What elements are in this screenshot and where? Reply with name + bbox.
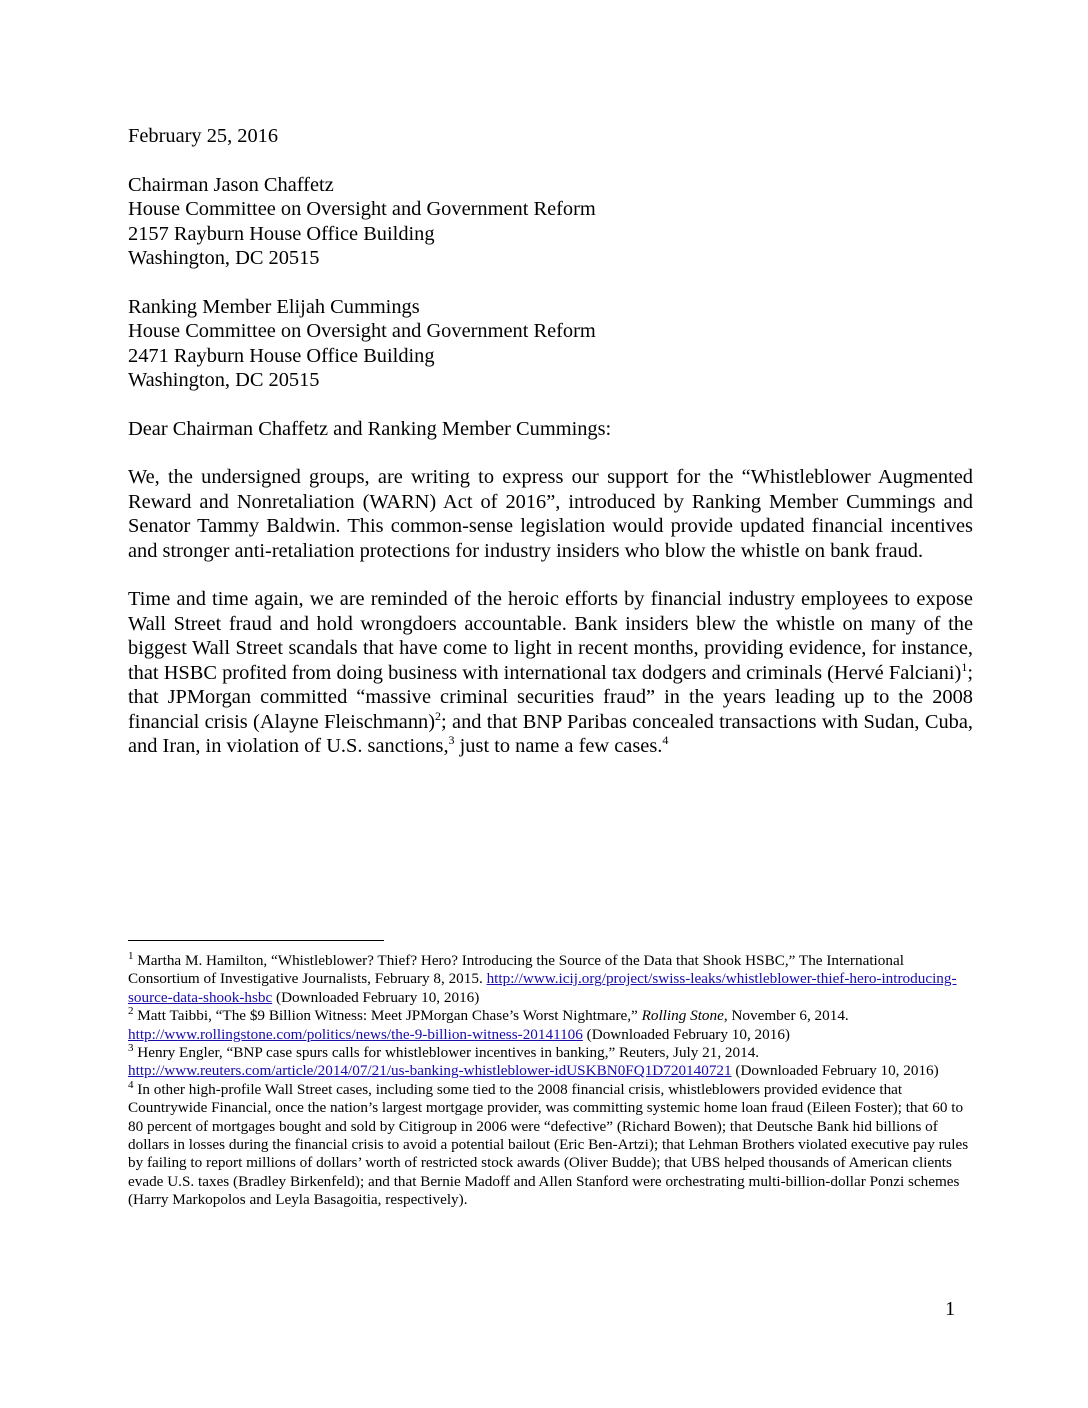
recipient-office: 2157 Rayburn House Office Building <box>128 222 435 245</box>
footnote-1 <box>128 949 973 1007</box>
salutation: Dear Chairman Chaffetz and Ranking Member Cummings: <box>128 417 612 440</box>
footnote-number: 3 <box>128 1041 134 1054</box>
body-paragraph-1: We, the undersigned groups, are writing to express our support for the “Whistleblower Augmented Reward and Nonretaliation (WARN) Act of 2016”, introduced by Ranking Member Cummings and Senator Tammy Baldwin. This common-sense legislation would provide updated financial incentives and stronger anti-retaliation protections for industry insiders who blow the whistle on bank fraud. <box>128 466 973 562</box>
footnote-ref-3[interactable]: 3 <box>448 733 455 748</box>
footnote-link[interactable]: http://www.icij.org/project/swiss-leaks/whistleblower-thief-hero-introducing-source-data-shook-hsbc <box>128 970 957 1006</box>
recipient-name: Chairman Jason Chaffetz <box>128 173 334 196</box>
footnote-separator <box>128 940 384 941</box>
footnote-ref-1[interactable]: 1 <box>961 659 968 674</box>
footnote-number: 2 <box>128 1005 134 1018</box>
recipient-city: Washington, DC 20515 <box>128 247 320 269</box>
footnote-link[interactable]: http://www.rollingstone.com/politics/news/the-9-billion-witness-20141106 <box>128 1025 583 1043</box>
footnote-text: In other high-profile Wall Street cases, including some tied to the 2008 financial crisis, whistleblowers provided evidence that Countrywide Financial, once the nation’s largest mortgage provider, was committing systemic home loan fraud (Eileen Foster); that 60 to 80 percent of mortgages bought and sold by Citigroup in 2006 were “defective” (Richard Bowen); that Deutsche Bank hid billions of dollars in losses during the financial crisis to avoid a potential bailout (Eric Ben-Artzi); that Lehman Brothers violated executive pay rules by failing to report millions of dollars’ worth of restricted stock awards (Oliver Budde); that UBS helped thousands of American clients evade U.S. taxes (Bradley Birkenfeld); and that Bernie Madoff and Allen Stanford were orchestrating multi-billion-dollar Ponzi schemes (Harry Markopolos and Leyla Basagoitia, respectively). <box>128 1080 969 1209</box>
footnote-text: (Downloaded February 10, 2016) <box>731 1062 939 1080</box>
footnote-number: 1 <box>128 949 134 962</box>
letter-body <box>128 124 973 783</box>
footnote-ref-2[interactable]: 2 <box>435 708 442 723</box>
footnote-3 <box>128 1041 973 1081</box>
paragraph-text: just to name a few cases. <box>454 735 663 757</box>
page-number: 1 <box>945 1298 956 1320</box>
recipient-address-1 <box>128 173 973 271</box>
footnote-text: (Downloaded February 10, 2016) <box>272 988 480 1006</box>
footnote-4 <box>128 1078 973 1210</box>
footnotes <box>128 949 973 1210</box>
recipient-committee: House Committee on Oversight and Government Reform <box>128 198 596 220</box>
footnote-text: Henry Engler, “BNP case spurs calls for whistleblower incentives in banking,” Reuters, July 21, 2014. <box>133 1044 760 1062</box>
recipient-address-2 <box>128 295 973 393</box>
recipient-office: 2471 Rayburn House Office Building <box>128 344 435 367</box>
recipient-city: Washington, DC 20515 <box>128 369 320 391</box>
recipient-name: Ranking Member Elijah Cummings <box>128 295 420 318</box>
footnote-2 <box>128 1007 973 1044</box>
publication-name: Rolling Stone <box>641 1007 724 1025</box>
body-paragraph-2 <box>128 587 973 759</box>
recipient-committee: House Committee on Oversight and Government Reform <box>128 320 596 342</box>
footnote-text: Matt Taibbi, “The $9 Billion Witness: Meet JPMorgan Chase’s Worst Nightmare,” <box>133 1007 642 1025</box>
paragraph-text: ; and that BNP Paribas concealed transactions with Sudan, Cuba, and Iran, in violation of U.S. sanctions, <box>128 710 973 757</box>
footnote-number: 4 <box>128 1078 134 1091</box>
footnote-text: , November 6, 2014. <box>723 1007 849 1025</box>
paragraph-text: ; that JPMorgan committed “massive criminal securities fraud” in the years leading up to the 2008 financial crisis (Alayne Fleischmann) <box>128 661 973 733</box>
footnote-ref-4[interactable]: 4 <box>662 733 669 748</box>
paragraph-text: Time and time again, we are reminded of the heroic efforts by financial industry employees to expose Wall Street fraud and hold wrongdoers accountable. Bank insiders blew the whistle on many of the biggest Wall Street scandals that have come to light in recent months, providing evidence, for instance, that HSBC profited from doing business with international tax dodgers and criminals (Hervé Falciani) <box>128 588 973 684</box>
footnote-link[interactable]: http://www.reuters.com/article/2014/07/21/us-banking-whistleblower-idUSKBN0FQ1D720140721 <box>128 1062 732 1080</box>
footnote-text: Martha M. Hamilton, “Whistleblower? Thief? Hero? Introducing the Source of the Data that Shook HSBC,” The International Consortium of Investigative Journalists, February 8, 2015. <box>128 952 904 988</box>
footnote-text: (Downloaded February 10, 2016) <box>582 1025 790 1043</box>
letter-date: February 25, 2016 <box>128 125 279 147</box>
